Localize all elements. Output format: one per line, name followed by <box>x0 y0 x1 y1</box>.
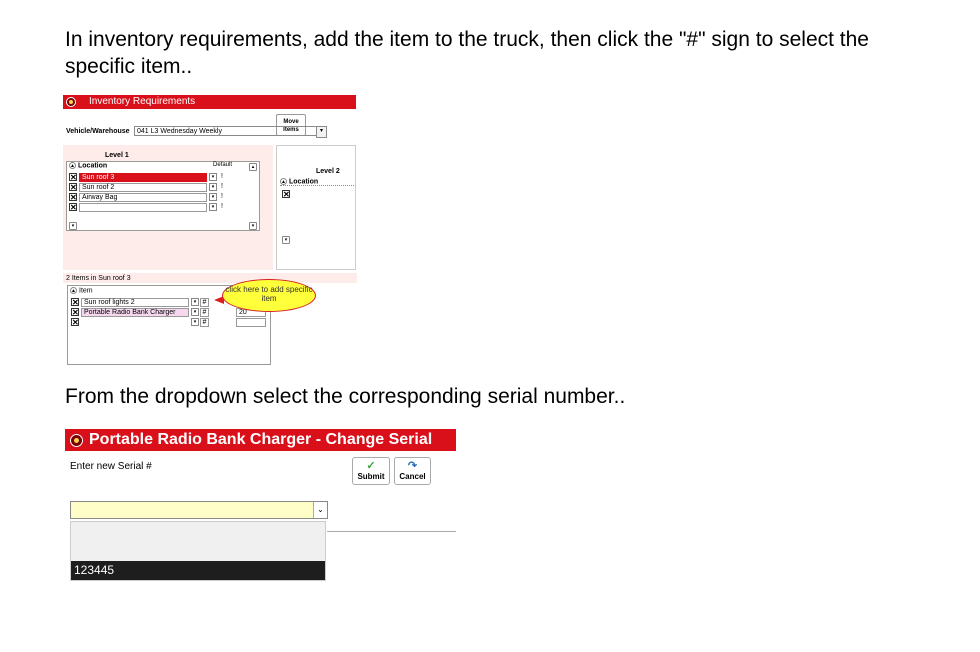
instruction-step-1: In inventory requirements, add the item to the truck, then click the "#" sign to select the specific item.. <box>65 28 869 78</box>
level2-location-header-label: Location <box>289 178 319 186</box>
level1-row-empty[interactable] <box>79 203 207 212</box>
level1-location-header-label: Location <box>78 162 108 170</box>
vehicle-warehouse-value: 041 L3 Wednesday Weekly <box>137 128 222 135</box>
chevron-down-icon[interactable]: ▾ <box>209 203 217 211</box>
delete-item-icon[interactable]: ✕ <box>72 298 79 307</box>
change-serial-screenshot <box>65 429 456 581</box>
chevron-down-icon[interactable]: ⌄ <box>313 502 327 518</box>
instruction-step-2: From the dropdown select the corresponding serial number.. <box>65 385 626 408</box>
delete-row-icon[interactable]: ✕ <box>70 193 77 202</box>
level2-title: Level 2 <box>316 168 340 175</box>
chevron-down-icon[interactable]: ▾ <box>209 183 217 191</box>
items-item-header[interactable] <box>70 287 93 294</box>
change-serial-title-bar <box>65 429 456 451</box>
app-logo-icon <box>66 97 76 107</box>
sort-up-icon[interactable]: ▲ <box>71 288 76 294</box>
level1-default-value: ! <box>221 183 223 190</box>
serial-option[interactable]: 123445 <box>71 561 325 580</box>
specific-item-hash-button[interactable]: # <box>200 318 209 327</box>
serial-number-select[interactable] <box>70 501 328 519</box>
sort-up-icon[interactable]: ▲ <box>70 163 75 169</box>
level1-row-airway-bag[interactable]: Airway Bag <box>79 193 207 202</box>
cancel-button[interactable] <box>394 457 431 485</box>
add-row-icon[interactable]: ▾ <box>282 236 290 244</box>
inventory-title-bar <box>63 95 356 109</box>
item-quantity[interactable] <box>236 318 266 327</box>
specific-item-hash-button[interactable]: # <box>200 308 209 317</box>
delete-row-icon[interactable]: ✕ <box>70 173 77 182</box>
level1-default-value: ! <box>221 173 223 180</box>
sort-up-icon[interactable]: ▲ <box>281 179 286 185</box>
level1-title: Level 1 <box>105 152 129 159</box>
item-row-sun-roof-lights-2[interactable]: Sun roof lights 2 <box>81 298 189 307</box>
submit-button[interactable] <box>352 457 390 485</box>
specific-item-hash-button[interactable]: # <box>200 298 209 307</box>
submit-button-label: Submit <box>357 472 385 481</box>
cancel-button-label: Cancel <box>399 472 426 481</box>
level1-default-value: ! <box>221 203 223 210</box>
chevron-down-icon[interactable]: ▾ <box>209 193 217 201</box>
level1-row-sun-roof-2[interactable]: Sun roof 2 <box>79 183 207 192</box>
scroll-down-icon[interactable]: ▾ <box>249 222 257 230</box>
app-logo-icon <box>70 434 83 447</box>
delete-row-icon[interactable]: ✕ <box>70 183 77 192</box>
click-here-callout: click here to add specific item <box>222 279 316 312</box>
change-serial-title: Portable Radio Bank Charger - Change Serial <box>89 431 433 448</box>
delete-item-icon[interactable]: ✕ <box>72 318 79 327</box>
scroll-up-icon[interactable]: ▴ <box>249 163 257 171</box>
checkmark-icon: ✓ <box>366 460 376 472</box>
move-items-label-line2: Items <box>283 127 299 133</box>
chevron-down-icon[interactable]: ▾ <box>316 126 327 138</box>
chevron-down-icon[interactable]: ▾ <box>191 318 199 326</box>
level1-default-value: ! <box>221 193 223 200</box>
chevron-down-icon[interactable]: ▾ <box>191 308 199 316</box>
serial-label: Enter new Serial # <box>70 461 152 472</box>
level2-panel <box>276 145 356 270</box>
delete-row-icon[interactable]: ✕ <box>70 203 77 212</box>
chevron-down-icon[interactable]: ▾ <box>191 298 199 306</box>
move-items-label-line1: Move <box>283 119 299 125</box>
level1-row-sun-roof-3[interactable]: Sun roof 3 <box>79 173 207 182</box>
level1-location-header[interactable] <box>69 162 107 169</box>
delete-item-icon[interactable]: ✕ <box>72 308 79 317</box>
level2-location-header[interactable] <box>280 178 354 186</box>
level1-default-header: Default <box>213 162 233 168</box>
item-row-portable-radio-bank-charger[interactable]: Portable Radio Bank Charger <box>81 308 189 317</box>
undo-arrow-icon: ↷ <box>407 460 418 472</box>
item-quantity[interactable]: 20 <box>236 308 266 317</box>
serial-dropdown-list <box>70 521 326 581</box>
add-row-icon[interactable]: ▾ <box>69 222 77 230</box>
chevron-down-icon[interactable]: ▾ <box>209 173 217 181</box>
divider <box>327 531 456 532</box>
inventory-title: Inventory Requirements <box>89 96 196 107</box>
vehicle-warehouse-select[interactable] <box>134 126 327 136</box>
items-item-header-label: Item <box>79 287 93 295</box>
vehicle-warehouse-label: Vehicle/Warehouse <box>66 128 130 135</box>
delete-row-icon[interactable]: ✕ <box>283 190 290 199</box>
inventory-requirements-screenshot <box>63 95 357 365</box>
items-panel-title: 2 Items in Sun roof 3 <box>66 275 131 282</box>
